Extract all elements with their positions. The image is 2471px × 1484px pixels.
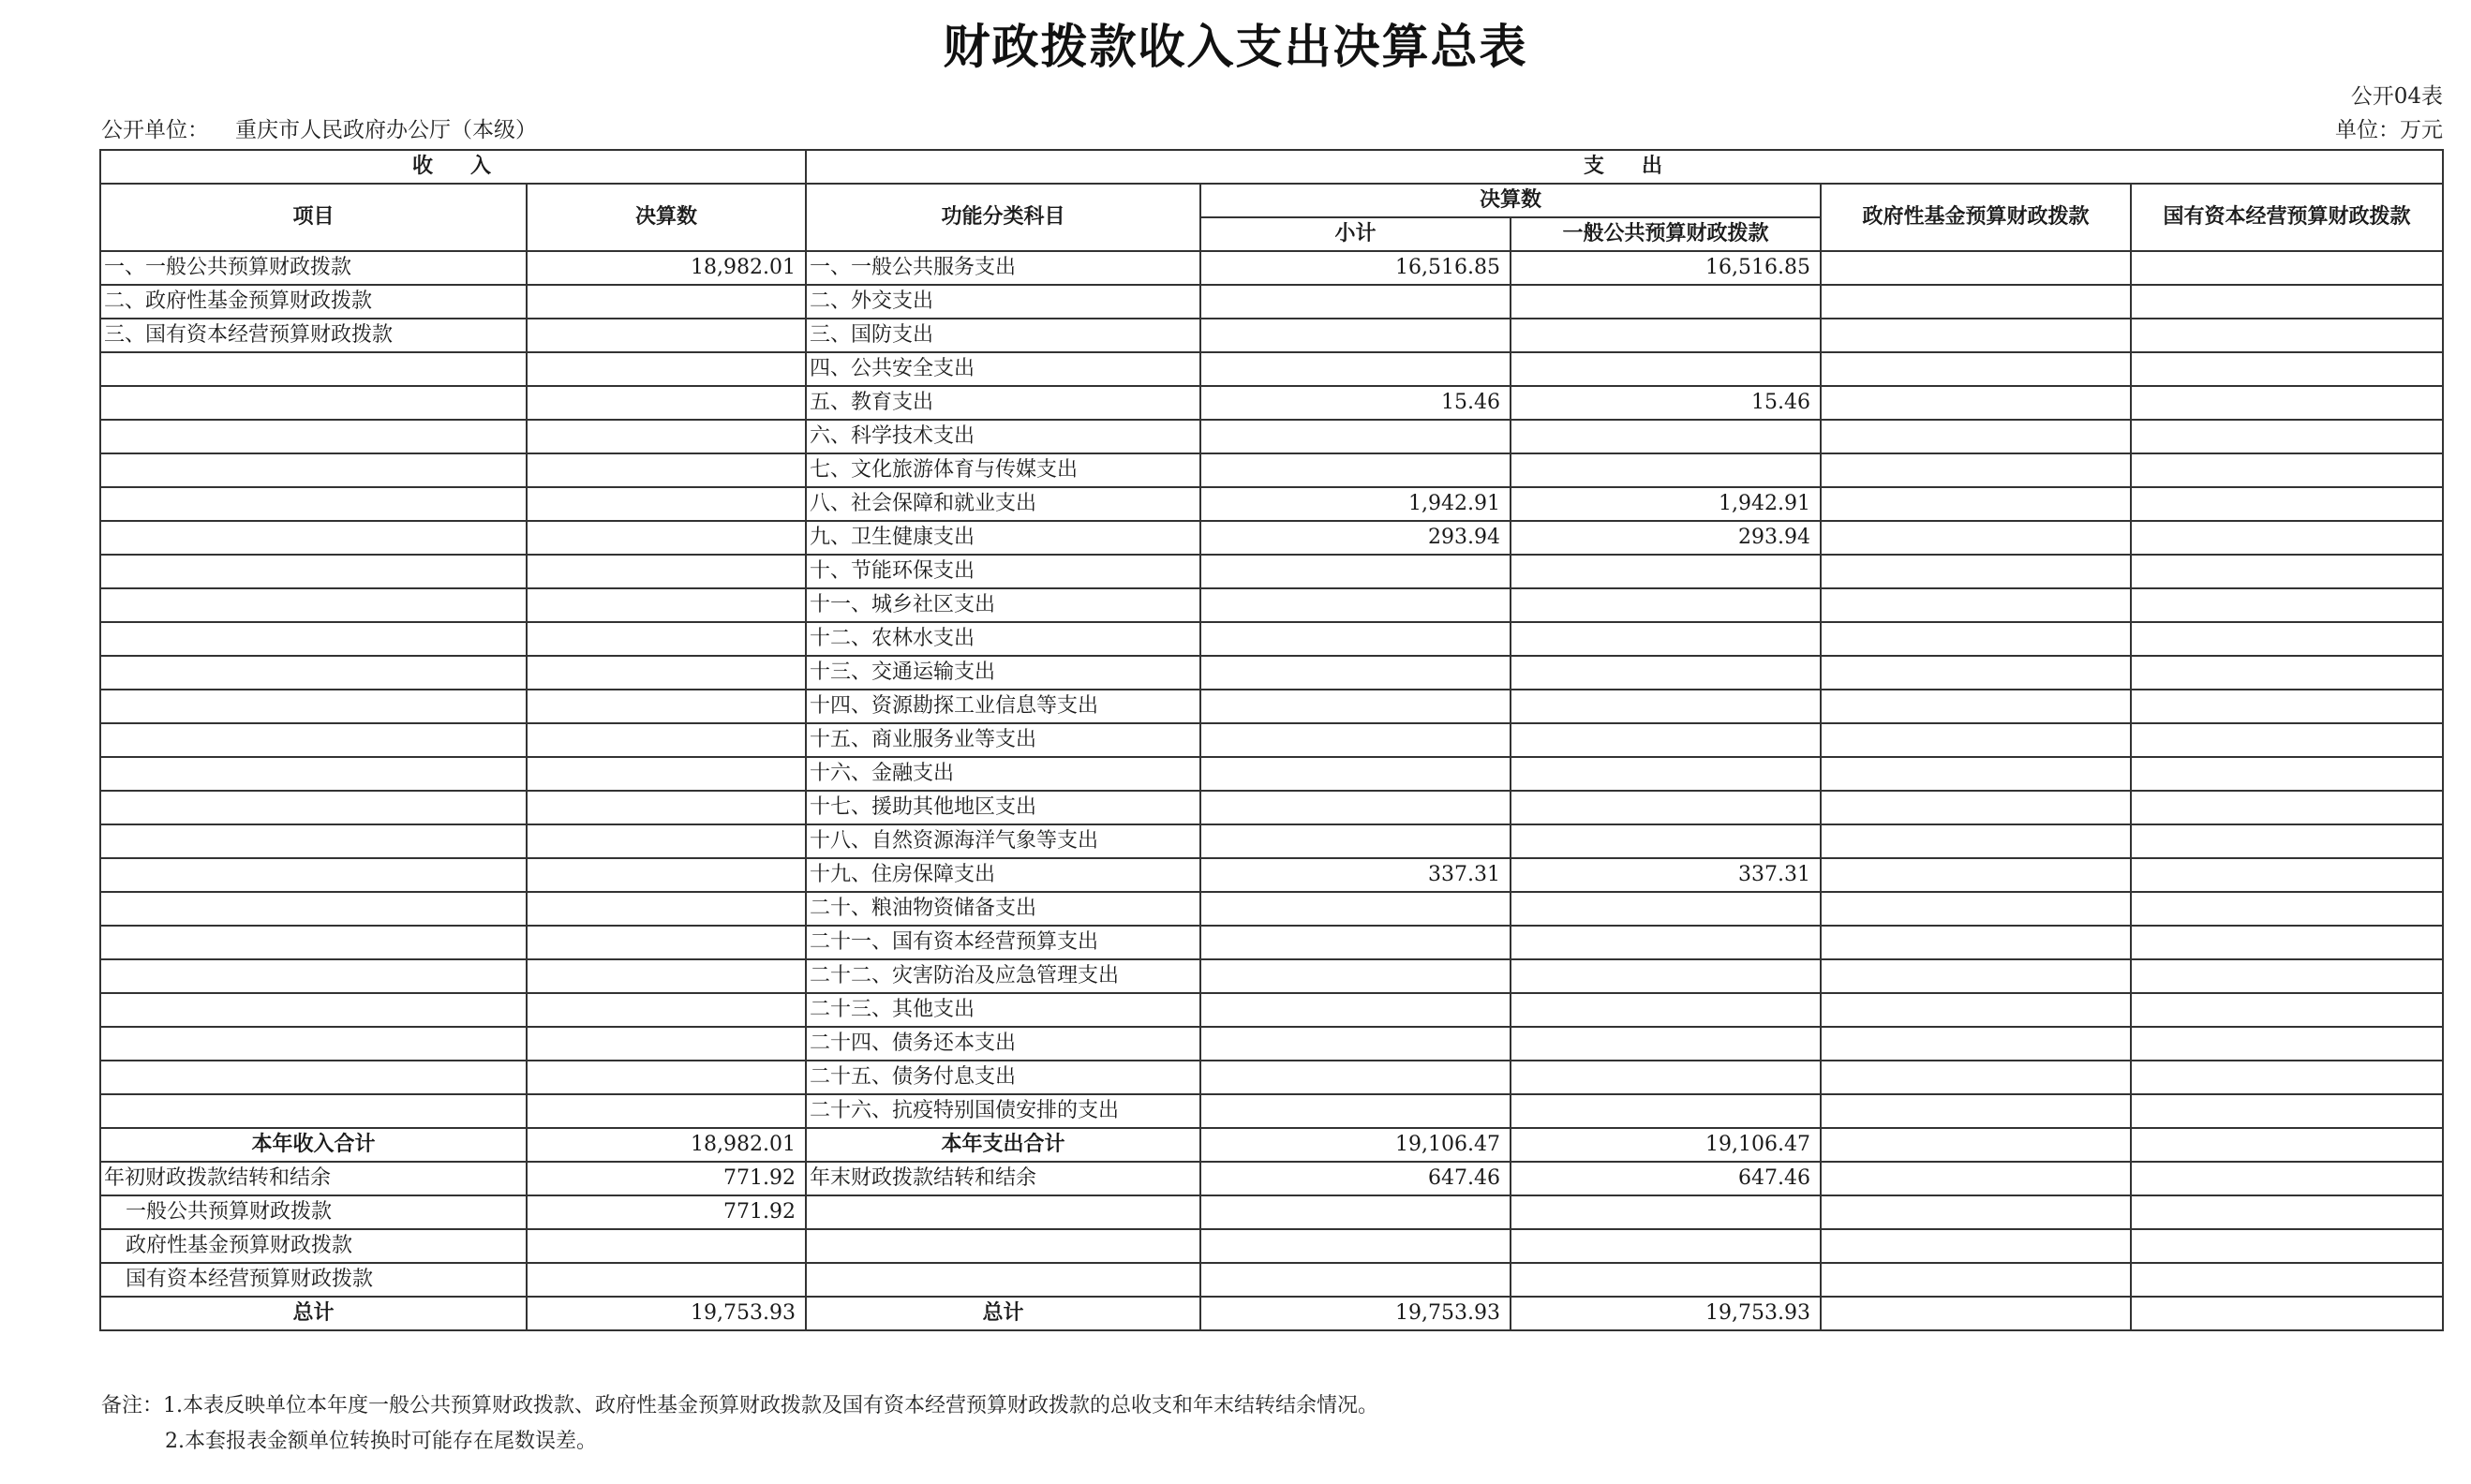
expense-state-capital (2131, 420, 2443, 453)
expense-subtotal (1200, 453, 1511, 487)
expense-state-capital (2131, 555, 2443, 588)
income-item (100, 352, 527, 386)
page-title: 财政拨款收入支出决算总表 (943, 20, 1528, 74)
header-general-budget: 一般公共预算财政拨款 (1511, 217, 1821, 251)
table-row (100, 386, 2443, 420)
expense-item: 十八、自然资源海洋气象等支出 (806, 824, 1200, 858)
table-row (100, 285, 2443, 319)
income-item (100, 521, 527, 555)
expense-gov-fund (1821, 690, 2131, 723)
table-row (100, 1061, 2443, 1094)
expense-subtotal (1200, 555, 1511, 588)
begin-capital-row (100, 1263, 2443, 1297)
expense-item: 八、社会保障和就业支出 (806, 487, 1200, 521)
table-row (100, 588, 2443, 622)
income-amount (527, 319, 806, 352)
table-row (100, 319, 2443, 352)
expense-state-capital (2131, 319, 2443, 352)
expense-item: 二十五、债务付息支出 (806, 1061, 1200, 1094)
begin-general-label: 一般公共预算财政拨款 (100, 1195, 527, 1229)
expense-subtotal (1200, 1094, 1511, 1128)
expense-item: 十三、交通运输支出 (806, 656, 1200, 690)
expense-gov-fund (1821, 1061, 2131, 1094)
header-subtotal: 小计 (1200, 217, 1511, 251)
income-amount (527, 892, 806, 926)
table-row (100, 959, 2443, 993)
expense-state-capital (2131, 858, 2443, 892)
expense-gov-fund (1821, 352, 2131, 386)
expense-gov-fund (1821, 926, 2131, 959)
expense-general-budget (1511, 622, 1821, 656)
header-func-category: 功能分类科目 (806, 184, 1200, 251)
expense-subtotal (1200, 824, 1511, 858)
income-item (100, 824, 527, 858)
table-row (100, 892, 2443, 926)
expense-item: 二、外交支出 (806, 285, 1200, 319)
expense-state-capital (2131, 285, 2443, 319)
income-amount (527, 959, 806, 993)
expense-state-capital (2131, 1027, 2443, 1061)
expense-subtotal (1200, 656, 1511, 690)
expense-gov-fund (1821, 555, 2131, 588)
income-amount (527, 757, 806, 791)
table-row (100, 453, 2443, 487)
expense-state-capital (2131, 791, 2443, 824)
income-item (100, 959, 527, 993)
expense-general-budget: 16,516.85 (1511, 251, 1821, 285)
income-item (100, 386, 527, 420)
expense-item: 十五、商业服务业等支出 (806, 723, 1200, 757)
table-row (100, 1094, 2443, 1128)
end-carry-label: 年末财政拨款结转和结余 (806, 1162, 1200, 1195)
income-amount (527, 285, 806, 319)
year-income-label: 本年收入合计 (100, 1128, 527, 1162)
expense-subtotal (1200, 690, 1511, 723)
expense-gov-fund (1821, 824, 2131, 858)
expense-gov-fund (1821, 858, 2131, 892)
income-amount (527, 690, 806, 723)
income-amount (527, 487, 806, 521)
note-line-1: 备注：1.本表反映单位本年度一般公共预算财政拨款、政府性基金预算财政拨款及国有资本经营预算财政拨款的总收支和年末结转结余情况。 (101, 1394, 1378, 1417)
expense-item: 二十三、其他支出 (806, 993, 1200, 1027)
begin-fund-label: 政府性基金预算财政拨款 (100, 1229, 527, 1263)
expense-general-budget (1511, 319, 1821, 352)
grand-expense-label: 总计 (806, 1297, 1200, 1330)
income-amount (527, 622, 806, 656)
expense-state-capital (2131, 959, 2443, 993)
expense-general-budget (1511, 723, 1821, 757)
expense-state-capital (2131, 453, 2443, 487)
expense-subtotal (1200, 892, 1511, 926)
income-item (100, 926, 527, 959)
expense-gov-fund (1821, 588, 2131, 622)
expense-state-capital (2131, 487, 2443, 521)
expense-subtotal: 1,942.91 (1200, 487, 1511, 521)
expense-subtotal (1200, 352, 1511, 386)
expense-general-budget (1511, 892, 1821, 926)
begin-general-value: 771.92 (527, 1195, 806, 1229)
begin-fund-row (100, 1229, 2443, 1263)
expense-subtotal: 337.31 (1200, 858, 1511, 892)
expense-gov-fund (1821, 959, 2131, 993)
reporting-unit-name: 重庆市人民政府办公厅（本级） (235, 118, 537, 142)
income-amount (527, 993, 806, 1027)
expense-general-budget (1511, 757, 1821, 791)
expense-item: 二十、粮油物资储备支出 (806, 892, 1200, 926)
income-amount (527, 723, 806, 757)
table-row (100, 352, 2443, 386)
begin-carry-label: 年初财政拨款结转和结余 (100, 1162, 527, 1195)
table-row (100, 824, 2443, 858)
expense-subtotal (1200, 993, 1511, 1027)
expense-general-budget (1511, 555, 1821, 588)
expense-general-budget (1511, 791, 1821, 824)
table-row (100, 993, 2443, 1027)
expense-general-budget (1511, 1027, 1821, 1061)
expense-general-budget: 293.94 (1511, 521, 1821, 555)
expense-state-capital (2131, 690, 2443, 723)
expense-item: 三、国防支出 (806, 319, 1200, 352)
notes (101, 1388, 1378, 1460)
income-item (100, 858, 527, 892)
expense-state-capital (2131, 386, 2443, 420)
expense-item: 十四、资源勘探工业信息等支出 (806, 690, 1200, 723)
income-item (100, 1094, 527, 1128)
income-amount (527, 926, 806, 959)
end-carry-capital (2131, 1162, 2443, 1195)
expense-state-capital (2131, 993, 2443, 1027)
expense-item: 二十一、国有资本经营预算支出 (806, 926, 1200, 959)
money-unit: 单位：万元 (2335, 118, 2443, 142)
year-total-row (100, 1128, 2443, 1162)
income-amount (527, 555, 806, 588)
expense-item: 二十四、债务还本支出 (806, 1027, 1200, 1061)
table-row (100, 926, 2443, 959)
expense-item: 十七、援助其他地区支出 (806, 791, 1200, 824)
expense-item: 七、文化旅游体育与传媒支出 (806, 453, 1200, 487)
expense-item: 十九、住房保障支出 (806, 858, 1200, 892)
expense-state-capital (2131, 723, 2443, 757)
expense-subtotal (1200, 319, 1511, 352)
income-item (100, 656, 527, 690)
expense-general-budget (1511, 1061, 1821, 1094)
expense-gov-fund (1821, 487, 2131, 521)
expense-general-budget (1511, 1094, 1821, 1128)
header-item: 项目 (100, 184, 527, 251)
income-item (100, 588, 527, 622)
begin-carry-value: 771.92 (527, 1162, 806, 1195)
header-amount: 决算数 (527, 184, 806, 251)
expense-state-capital (2131, 588, 2443, 622)
income-item (100, 690, 527, 723)
note-line-2: 2.本套报表金额单位转换时可能存在尾数误差。 (165, 1430, 597, 1453)
expense-subtotal (1200, 285, 1511, 319)
carry-row (100, 1162, 2443, 1195)
expense-general-budget (1511, 285, 1821, 319)
expense-gov-fund (1821, 993, 2131, 1027)
expense-state-capital (2131, 757, 2443, 791)
income-item (100, 791, 527, 824)
table-row (100, 656, 2443, 690)
expense-item: 四、公共安全支出 (806, 352, 1200, 386)
income-item (100, 487, 527, 521)
form-number: 公开04表 (2350, 84, 2443, 109)
expense-subtotal (1200, 791, 1511, 824)
income-item (100, 1027, 527, 1061)
income-amount (527, 1027, 806, 1061)
expense-item: 十一、城乡社区支出 (806, 588, 1200, 622)
grand-expense-fund (1821, 1297, 2131, 1330)
income-amount (527, 791, 806, 824)
expense-state-capital (2131, 251, 2443, 285)
expense-subtotal (1200, 757, 1511, 791)
expense-subtotal (1200, 1061, 1511, 1094)
income-item (100, 555, 527, 588)
table-row (100, 487, 2443, 521)
expense-gov-fund (1821, 723, 2131, 757)
income-item: 三、国有资本经营预算财政拨款 (100, 319, 527, 352)
income-item (100, 723, 527, 757)
income-item: 一、一般公共预算财政拨款 (100, 251, 527, 285)
expense-gov-fund (1821, 791, 2131, 824)
expense-item: 二十二、灾害防治及应急管理支出 (806, 959, 1200, 993)
expense-general-budget: 15.46 (1511, 386, 1821, 420)
expense-general-budget (1511, 824, 1821, 858)
grand-income-label: 总计 (100, 1297, 527, 1330)
begin-capital-label: 国有资本经营预算财政拨款 (100, 1263, 527, 1297)
end-carry-fund (1821, 1162, 2131, 1195)
expense-state-capital (2131, 656, 2443, 690)
expense-gov-fund (1821, 1027, 2131, 1061)
expense-gov-fund (1821, 386, 2131, 420)
header-gov-fund: 政府性基金预算财政拨款 (1821, 184, 2131, 251)
expense-gov-fund (1821, 757, 2131, 791)
grand-total-row (100, 1297, 2443, 1330)
expense-general-budget (1511, 453, 1821, 487)
budget-summary-table (99, 149, 2444, 1331)
expense-gov-fund (1821, 1094, 2131, 1128)
income-item (100, 993, 527, 1027)
table-row (100, 521, 2443, 555)
expense-subtotal (1200, 926, 1511, 959)
income-amount (527, 521, 806, 555)
expense-gov-fund (1821, 420, 2131, 453)
expense-subtotal: 16,516.85 (1200, 251, 1511, 285)
income-item (100, 757, 527, 791)
income-item (100, 622, 527, 656)
year-expense-capital (2131, 1128, 2443, 1162)
header-expense: 支出 (806, 150, 2443, 184)
expense-item: 十二、农林水支出 (806, 622, 1200, 656)
income-item (100, 420, 527, 453)
expense-item: 十六、金融支出 (806, 757, 1200, 791)
expense-state-capital (2131, 892, 2443, 926)
table-row (100, 420, 2443, 453)
expense-general-budget (1511, 959, 1821, 993)
reporting-unit-label: 公开单位： (101, 118, 209, 142)
year-expense-subtotal: 19,106.47 (1200, 1128, 1511, 1162)
expense-general-budget (1511, 926, 1821, 959)
grand-expense-general: 19,753.93 (1511, 1297, 1821, 1330)
year-income-value: 18,982.01 (527, 1128, 806, 1162)
table-row (100, 723, 2443, 757)
reporting-unit (101, 116, 537, 144)
expense-gov-fund (1821, 892, 2131, 926)
income-amount (527, 386, 806, 420)
expense-item: 五、教育支出 (806, 386, 1200, 420)
expense-subtotal (1200, 622, 1511, 656)
header-row-1 (100, 150, 2443, 184)
expense-state-capital (2131, 1061, 2443, 1094)
expense-gov-fund (1821, 319, 2131, 352)
header-row-2 (100, 184, 2443, 217)
expense-general-budget (1511, 993, 1821, 1027)
year-expense-general: 19,106.47 (1511, 1128, 1821, 1162)
income-amount (527, 352, 806, 386)
income-amount (527, 824, 806, 858)
income-item: 二、政府性基金预算财政拨款 (100, 285, 527, 319)
expense-state-capital (2131, 521, 2443, 555)
expense-subtotal: 293.94 (1200, 521, 1511, 555)
expense-item: 二十六、抗疫特别国债安排的支出 (806, 1094, 1200, 1128)
table-row (100, 622, 2443, 656)
expense-state-capital (2131, 352, 2443, 386)
expense-state-capital (2131, 824, 2443, 858)
table-row (100, 1027, 2443, 1061)
header-state-capital: 国有资本经营预算财政拨款 (2131, 184, 2443, 251)
year-expense-fund (1821, 1128, 2131, 1162)
income-item (100, 453, 527, 487)
expense-general-budget (1511, 352, 1821, 386)
table-row (100, 251, 2443, 285)
income-amount (527, 1094, 806, 1128)
expense-subtotal (1200, 588, 1511, 622)
income-amount (527, 1061, 806, 1094)
expense-gov-fund (1821, 285, 2131, 319)
year-expense-label: 本年支出合计 (806, 1128, 1200, 1162)
expense-subtotal (1200, 420, 1511, 453)
end-carry-general: 647.46 (1511, 1162, 1821, 1195)
expense-state-capital (2131, 926, 2443, 959)
expense-subtotal (1200, 1027, 1511, 1061)
income-amount (527, 420, 806, 453)
expense-subtotal (1200, 959, 1511, 993)
grand-expense-capital (2131, 1297, 2443, 1330)
expense-item: 一、一般公共服务支出 (806, 251, 1200, 285)
income-amount (527, 453, 806, 487)
expense-state-capital (2131, 622, 2443, 656)
expense-general-budget: 1,942.91 (1511, 487, 1821, 521)
income-item (100, 1061, 527, 1094)
table-row (100, 555, 2443, 588)
begin-general-row (100, 1195, 2443, 1229)
expense-item: 十、节能环保支出 (806, 555, 1200, 588)
expense-state-capital (2131, 1094, 2443, 1128)
expense-general-budget (1511, 690, 1821, 723)
expense-gov-fund (1821, 453, 2131, 487)
table-row (100, 791, 2443, 824)
income-amount (527, 588, 806, 622)
income-amount: 18,982.01 (527, 251, 806, 285)
grand-income-value: 19,753.93 (527, 1297, 806, 1330)
expense-gov-fund (1821, 521, 2131, 555)
income-amount (527, 656, 806, 690)
income-amount (527, 858, 806, 892)
expense-general-budget (1511, 420, 1821, 453)
header-final: 决算数 (1200, 184, 1821, 217)
expense-general-budget (1511, 656, 1821, 690)
header-income: 收入 (100, 150, 806, 184)
expense-subtotal (1200, 723, 1511, 757)
expense-gov-fund (1821, 251, 2131, 285)
table-row (100, 858, 2443, 892)
expense-gov-fund (1821, 656, 2131, 690)
table-row (100, 690, 2443, 723)
expense-general-budget (1511, 588, 1821, 622)
expense-item: 六、科学技术支出 (806, 420, 1200, 453)
end-carry-subtotal: 647.46 (1200, 1162, 1511, 1195)
expense-gov-fund (1821, 622, 2131, 656)
grand-expense-subtotal: 19,753.93 (1200, 1297, 1511, 1330)
expense-general-budget: 337.31 (1511, 858, 1821, 892)
expense-item: 九、卫生健康支出 (806, 521, 1200, 555)
expense-subtotal: 15.46 (1200, 386, 1511, 420)
table-row (100, 757, 2443, 791)
income-item (100, 892, 527, 926)
